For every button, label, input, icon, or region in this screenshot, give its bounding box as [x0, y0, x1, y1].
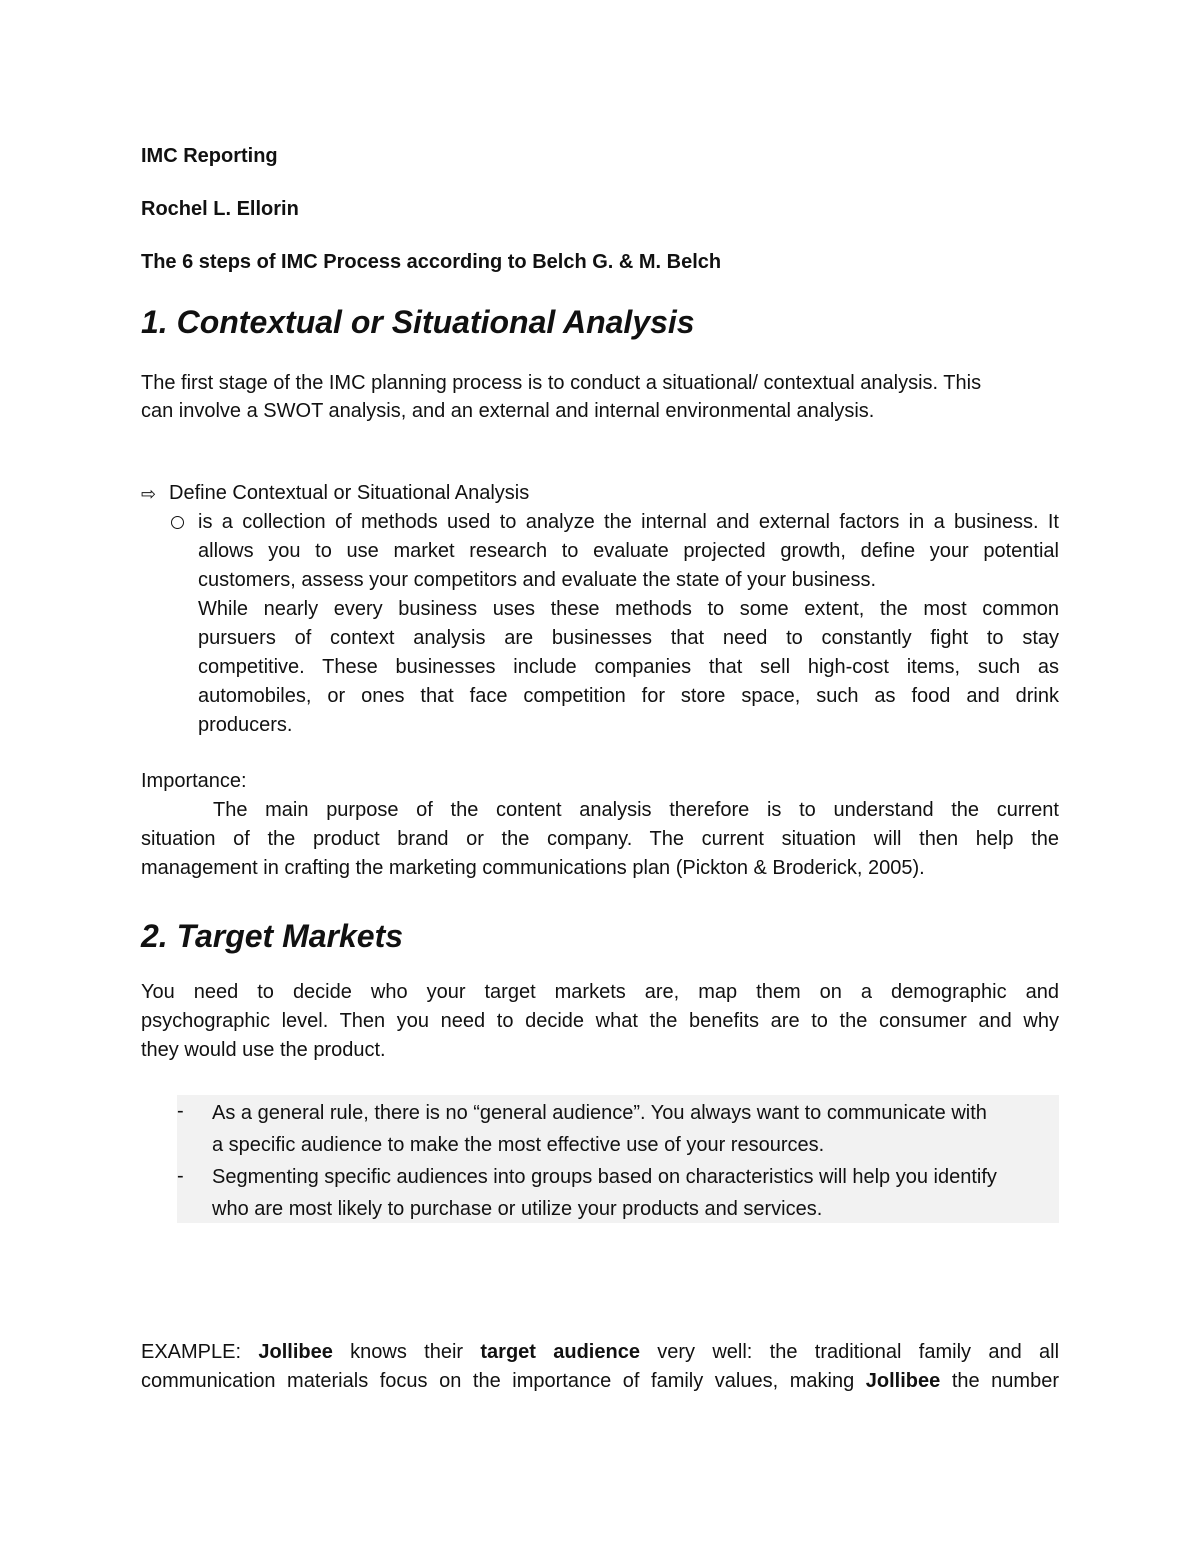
example-text: very well: the traditional family and all: [657, 1341, 1060, 1363]
importance-paragraph: [141, 796, 1059, 883]
target-audience-term: target audience: [480, 1341, 640, 1363]
definition-line: customers, assess your competitors and evaluate the state of your business.: [198, 569, 877, 591]
example-label: EXAMPLE:: [141, 1341, 242, 1363]
importance-line: situation of the product brand or the company. The current situation will then help the: [141, 828, 1059, 850]
bullet-line: Segmenting specific audiences into groups based on characteristics will help you identify: [212, 1166, 997, 1188]
definition-line: competitive. These businesses include companies that sell high-cost items, such as: [198, 656, 1059, 678]
section1-heading: 1. Contextual or Situational Analysis: [141, 304, 695, 340]
document-subtitle: The 6 steps of IMC Process according to Belch G. & M. Belch: [141, 251, 722, 273]
section2-heading: 2. Target Markets: [141, 918, 404, 954]
definition-line: While nearly every business uses these methods to some extent, the most common: [198, 598, 1059, 620]
section1-intro-line2: can involve a SWOT analysis, and an external and internal environmental analysis.: [141, 400, 875, 422]
example-line-2: [141, 1367, 1059, 1396]
definition-line: automobiles, or ones that face competition for store space, such as food and drink: [198, 685, 1059, 707]
brand-name: Jollibee: [258, 1341, 333, 1363]
importance-label: Importance:: [141, 770, 247, 792]
example-text: communication materials focus on the importance of family values, making: [141, 1370, 855, 1392]
example-text: knows their: [350, 1341, 464, 1363]
document-title: IMC Reporting: [141, 145, 278, 167]
definition-line: pursuers of context analysis are businesses that need to constantly fight to stay: [198, 627, 1059, 649]
importance-line: The main purpose of the content analysis therefore is to understand the current: [213, 799, 1059, 821]
section2-intro-paragraph: [141, 978, 1059, 1065]
definition-line: allows you to use market research to evaluate projected growth, define your potential: [198, 540, 1059, 562]
definition-line: is a collection of methods used to analyze the internal and external factors in a business. It: [198, 511, 1059, 533]
arrow-bullet-icon: ⇨: [141, 484, 157, 504]
section2-intro-line: psychographic level. Then you need to decide what the benefits are to the consumer and why: [141, 1010, 1059, 1032]
section1-intro-line1: The first stage of the IMC planning process is to conduct a situational/ contextual analysis. This: [141, 372, 982, 394]
bullet-line: who are most likely to purchase or utilize your products and services.: [212, 1198, 823, 1220]
bullet-line: As a general rule, there is no “general audience”. You always want to communicate with: [212, 1102, 987, 1124]
circle-bullet-icon: [171, 516, 184, 529]
section2-intro-line: they would use the product.: [141, 1039, 386, 1061]
dash-bullet: -: [177, 1100, 184, 1122]
define-label: Define Contextual or Situational Analysis: [169, 482, 530, 504]
brand-name: Jollibee: [865, 1370, 941, 1392]
definition-paragraph: [198, 508, 1059, 740]
section2-intro-line: You need to decide who your target markets are, map them on a demographic and: [141, 981, 1059, 1003]
document-page: [141, 0, 1059, 1553]
author-name: Rochel L. Ellorin: [141, 198, 299, 220]
dash-bullet: -: [177, 1165, 184, 1187]
bullet-line: a specific audience to make the most effective use of your resources.: [212, 1134, 825, 1156]
example-line-1: [141, 1338, 1059, 1367]
example-paragraph: [141, 1338, 1059, 1396]
importance-line: management in crafting the marketing communications plan (Pickton & Broderick, 2005).: [141, 857, 925, 879]
example-text: the number: [951, 1370, 1059, 1392]
definition-line: producers.: [198, 714, 293, 736]
